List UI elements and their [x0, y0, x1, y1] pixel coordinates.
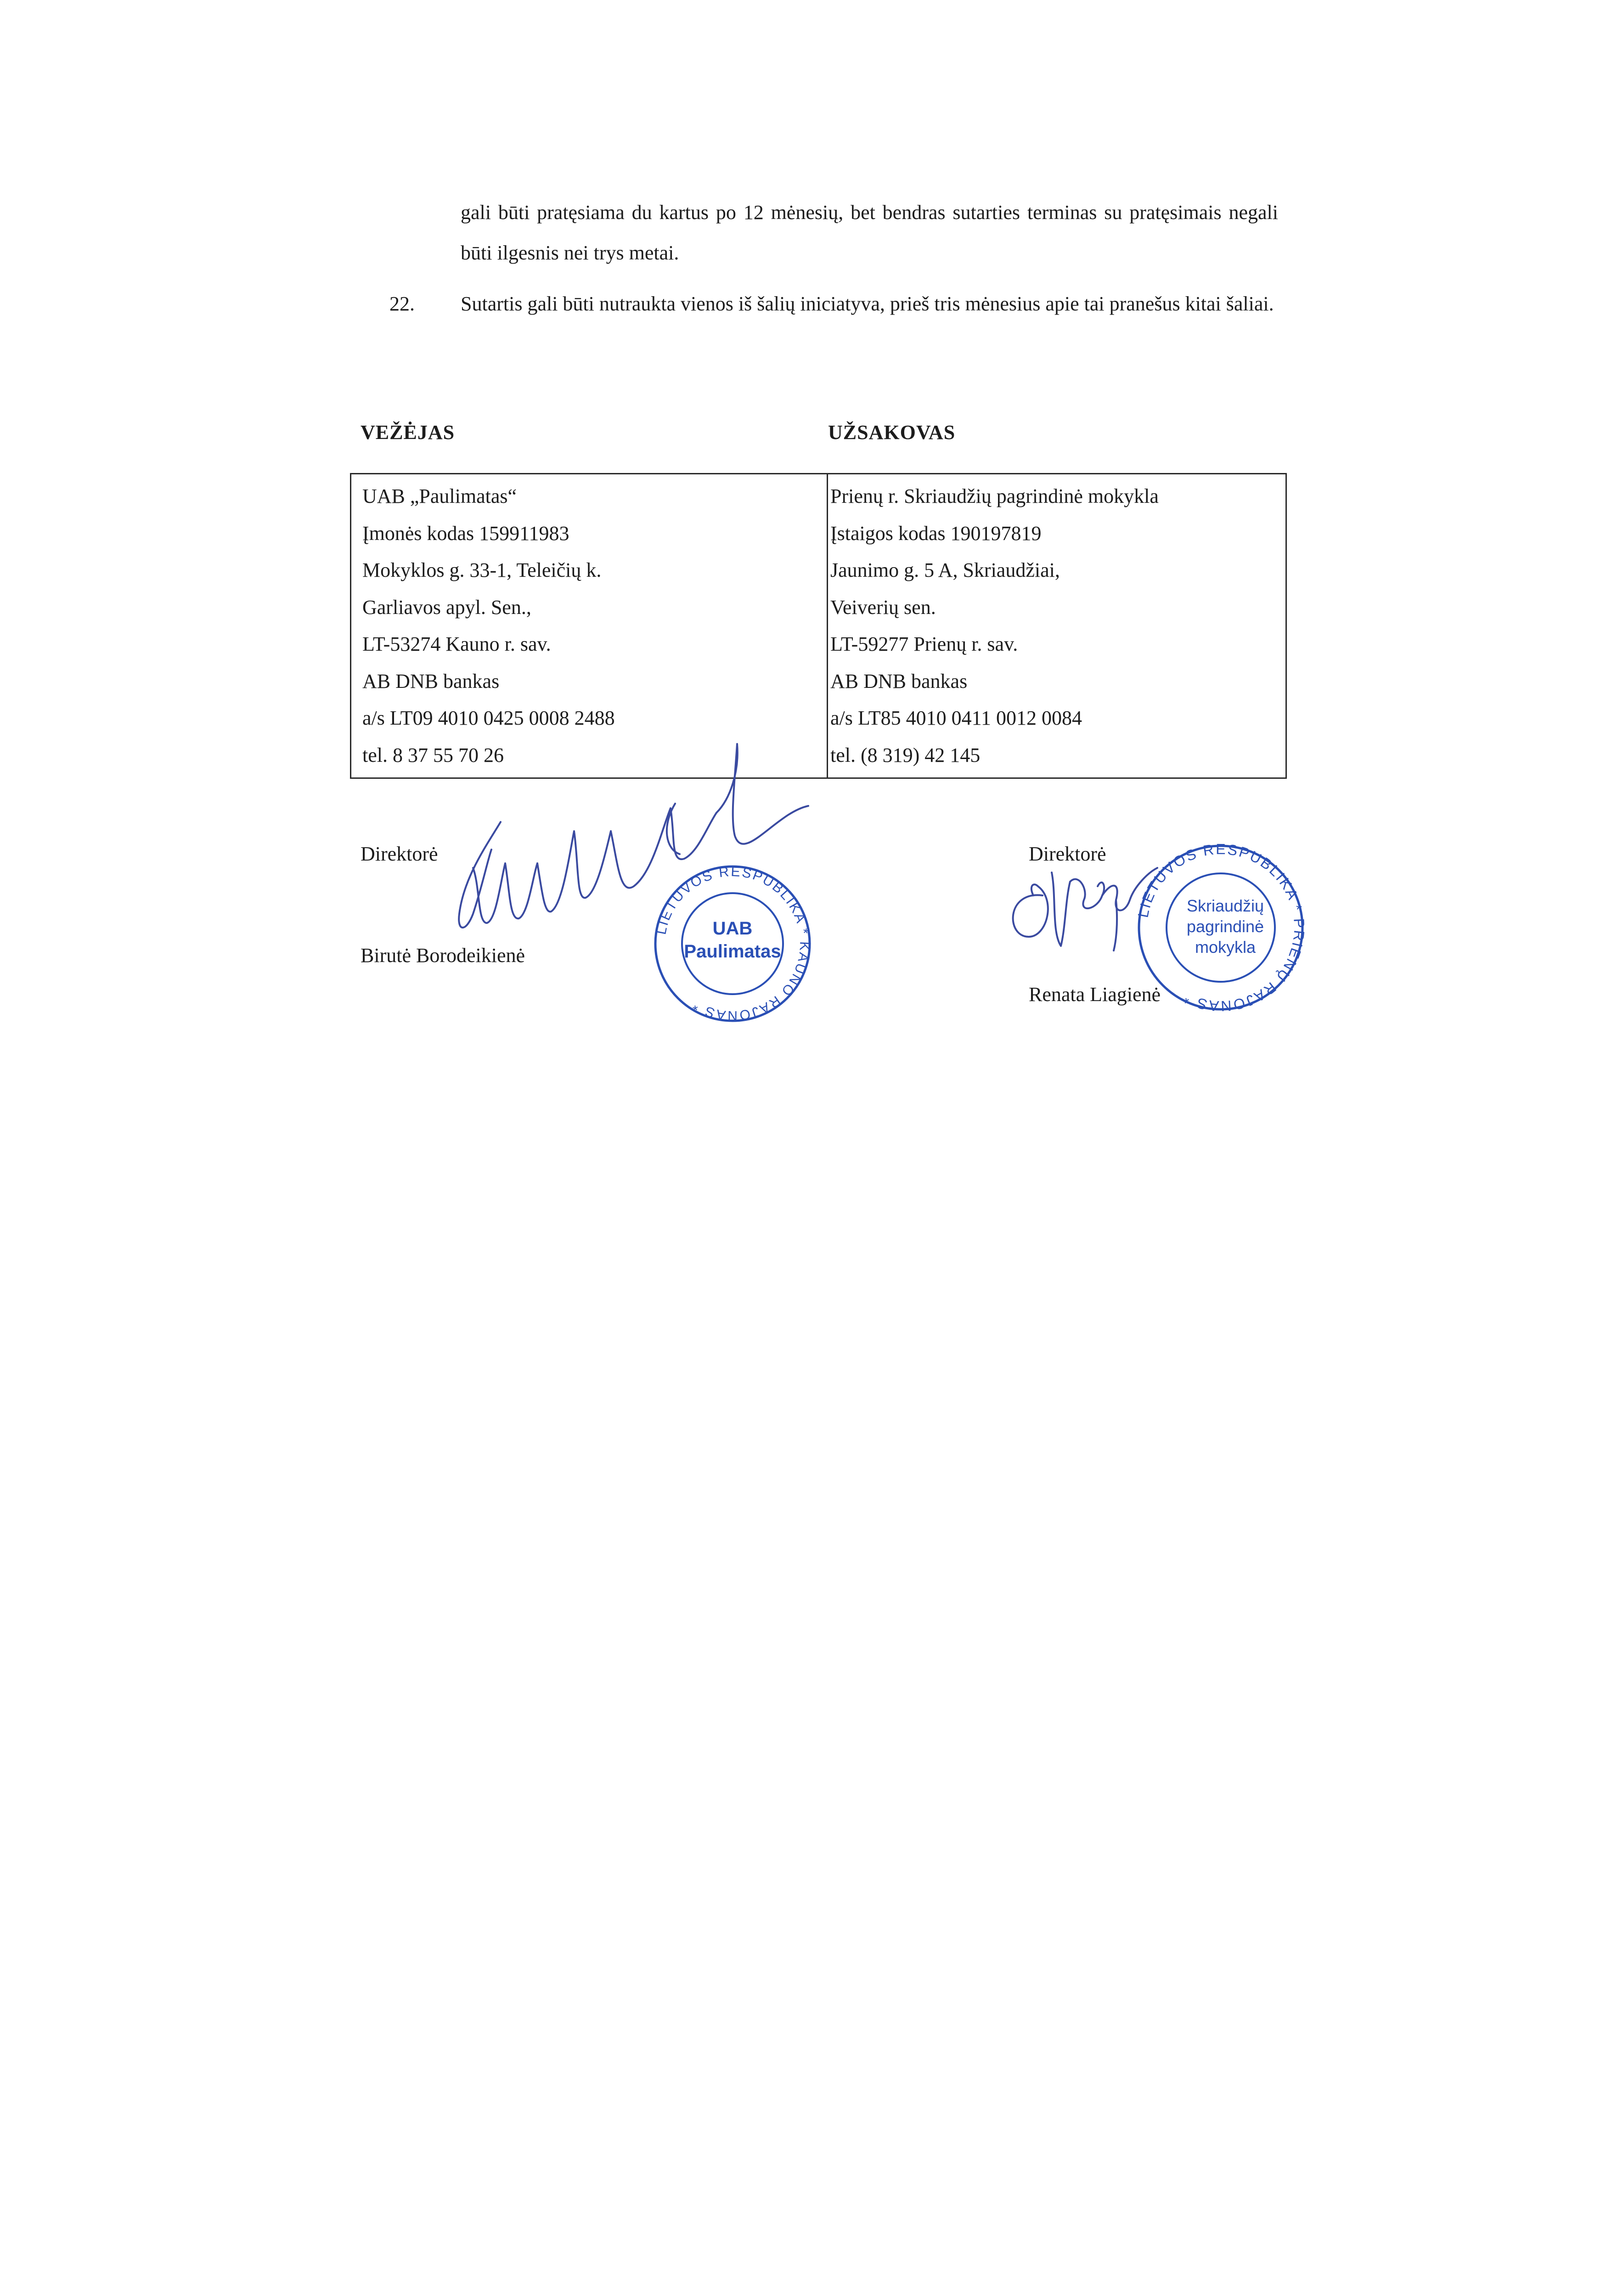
clause-number: 22. [389, 293, 415, 315]
customer-stamp-line-3: mokykla [1195, 938, 1256, 957]
customer-signature [1013, 868, 1157, 951]
carrier-stamp-line-2: Paulimatas [684, 941, 781, 962]
customer-stamp-line-1: Skriaudžių [1186, 896, 1264, 915]
customer-detail-line: AB DNB bankas [830, 670, 968, 692]
customer-signatory-name: Renata Liagienė [1029, 983, 1161, 1006]
carrier-detail-line: AB DNB bankas [362, 670, 500, 692]
carrier-signature [459, 744, 808, 928]
customer-stamp-ring-text: LIETUVOS RESPUBLIKA * PRIENŲ RAJONAS * [1134, 840, 1308, 1015]
customer-detail-line: Jaunimo g. 5 A, Skriaudžiai, [830, 559, 1060, 581]
customer-detail-line: tel. (8 319) 42 145 [830, 743, 981, 766]
carrier-stamp-ring-text: LIETUVOS RESPUBLIKA * KAUNO RAJONAS * [654, 864, 812, 1024]
carrier-detail-line: Garliavos apyl. Sen., [362, 596, 531, 619]
carrier-detail-line: UAB „Paulimatas“ [362, 485, 517, 507]
contract-term-paragraph: gali būti pratęsiama du kartus po 12 mėnesių, bet bendras sutarties terminas su pratęsimais negali būti ilgesnis nei trys metai. [461, 201, 1278, 264]
customer-stamp-line-2: pagrindinė [1186, 917, 1264, 936]
customer-heading: UŽSAKOVAS [828, 421, 956, 444]
carrier-detail-line: Įmonės kodas 159911983 [362, 522, 569, 545]
carrier-detail-line: LT-53274 Kauno r. sav. [362, 633, 551, 655]
termination-clause: Sutartis gali būti nutraukta vienos iš šalių iniciatyva, prieš tris mėnesius apie tai pranešus kitai šaliai. [461, 293, 1274, 315]
customer-detail-line: Įstaigos kodas 190197819 [830, 522, 1042, 545]
customer-detail-line: Prienų r. Skriaudžių pagrindinė mokykla [830, 485, 1159, 507]
carrier-detail-line: a/s LT09 4010 0425 0008 2488 [362, 707, 615, 729]
customer-detail-line: LT-59277 Prienų r. sav. [830, 633, 1018, 655]
carrier-detail-line: tel. 8 37 55 70 26 [362, 743, 504, 766]
carrier-stamp-line-1: UAB [712, 918, 753, 939]
customer-stamp [1134, 841, 1308, 1015]
customer-signatory-title: Direktorė [1029, 843, 1106, 865]
carrier-heading: VEŽĖJAS [361, 421, 455, 444]
carrier-signatory-name: Birutė Borodeikienė [361, 944, 525, 967]
carrier-detail-line: Mokyklos g. 33-1, Teleičių k. [362, 559, 602, 581]
customer-detail-line: a/s LT85 4010 0411 0012 0084 [830, 707, 1082, 729]
carrier-stamp [654, 864, 812, 1023]
carrier-signatory-title: Direktorė [361, 843, 438, 865]
customer-detail-line: Veiverių sen. [830, 596, 936, 619]
